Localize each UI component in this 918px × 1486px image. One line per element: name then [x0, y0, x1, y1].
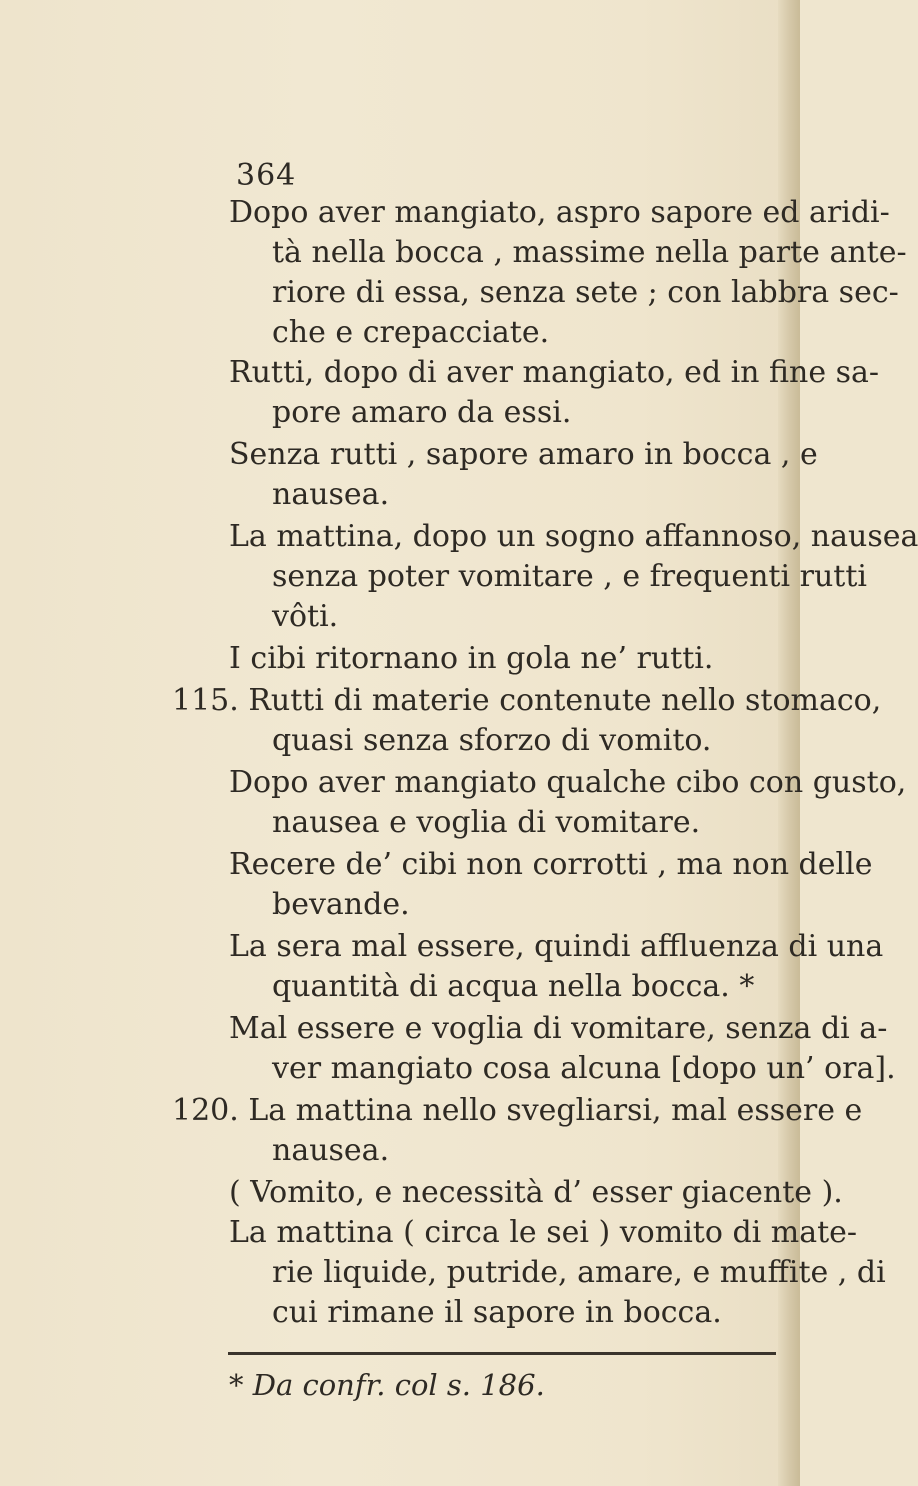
text-line: pore amaro da essi.: [272, 395, 572, 430]
text-line: bevande.: [272, 887, 410, 922]
footnote-divider: [228, 1352, 776, 1355]
text-line: quantità di acqua nella bocca. *: [272, 969, 755, 1004]
text-line: Mal essere e voglia di vomitare, senza di a-: [229, 1011, 888, 1046]
text-line: nausea.: [272, 1133, 390, 1168]
text-line: vôti.: [272, 599, 339, 634]
text-line: Senza rutti , sapore amaro in bocca , e: [229, 437, 818, 472]
text-line: 120. La mattina nello svegliarsi, mal essere e: [172, 1093, 863, 1128]
text-line: ver mangiato cosa alcuna [dopo un’ ora].: [272, 1051, 896, 1086]
text-line: ( Vomito, e necessità d’ esser giacente ).: [229, 1175, 843, 1210]
footnote: * Da confr. col s. 186.: [229, 1368, 545, 1402]
text-line: Recere de’ cibi non corrotti , ma non delle: [229, 847, 873, 882]
text-line: riore di essa, senza sete ; con labbra sec-: [272, 275, 899, 310]
text-line: Dopo aver mangiato, aspro sapore ed aridi-: [229, 195, 890, 230]
text-line: tà nella bocca , massime nella parte ante-: [272, 235, 907, 270]
text-line: I cibi ritornano in gola ne’ rutti.: [229, 641, 714, 676]
text-line: senza poter vomitare , e frequenti rutti: [272, 559, 867, 594]
text-line: La mattina ( circa le sei ) vomito di mate-: [229, 1215, 858, 1250]
text-line: nausea.: [272, 477, 390, 512]
text-line: La mattina, dopo un sogno affannoso, nausea: [229, 519, 918, 554]
page-number: 364: [236, 158, 297, 193]
text-line: 115. Rutti di materie contenute nello stomaco,: [172, 683, 882, 718]
text-line: Dopo aver mangiato qualche cibo con gusto,: [229, 765, 907, 800]
text-line: quasi senza sforzo di vomito.: [272, 723, 712, 758]
text-line: Rutti, dopo di aver mangiato, ed in fine sa-: [229, 355, 880, 390]
text-line: che e crepacciate.: [272, 315, 550, 350]
text-line: nausea e voglia di vomitare.: [272, 805, 701, 840]
text-line: La sera mal essere, quindi affluenza di una: [229, 929, 884, 964]
text-line: cui rimane il sapore in bocca.: [272, 1295, 722, 1330]
text-line: rie liquide, putride, amare, e muffite , di: [272, 1255, 886, 1290]
